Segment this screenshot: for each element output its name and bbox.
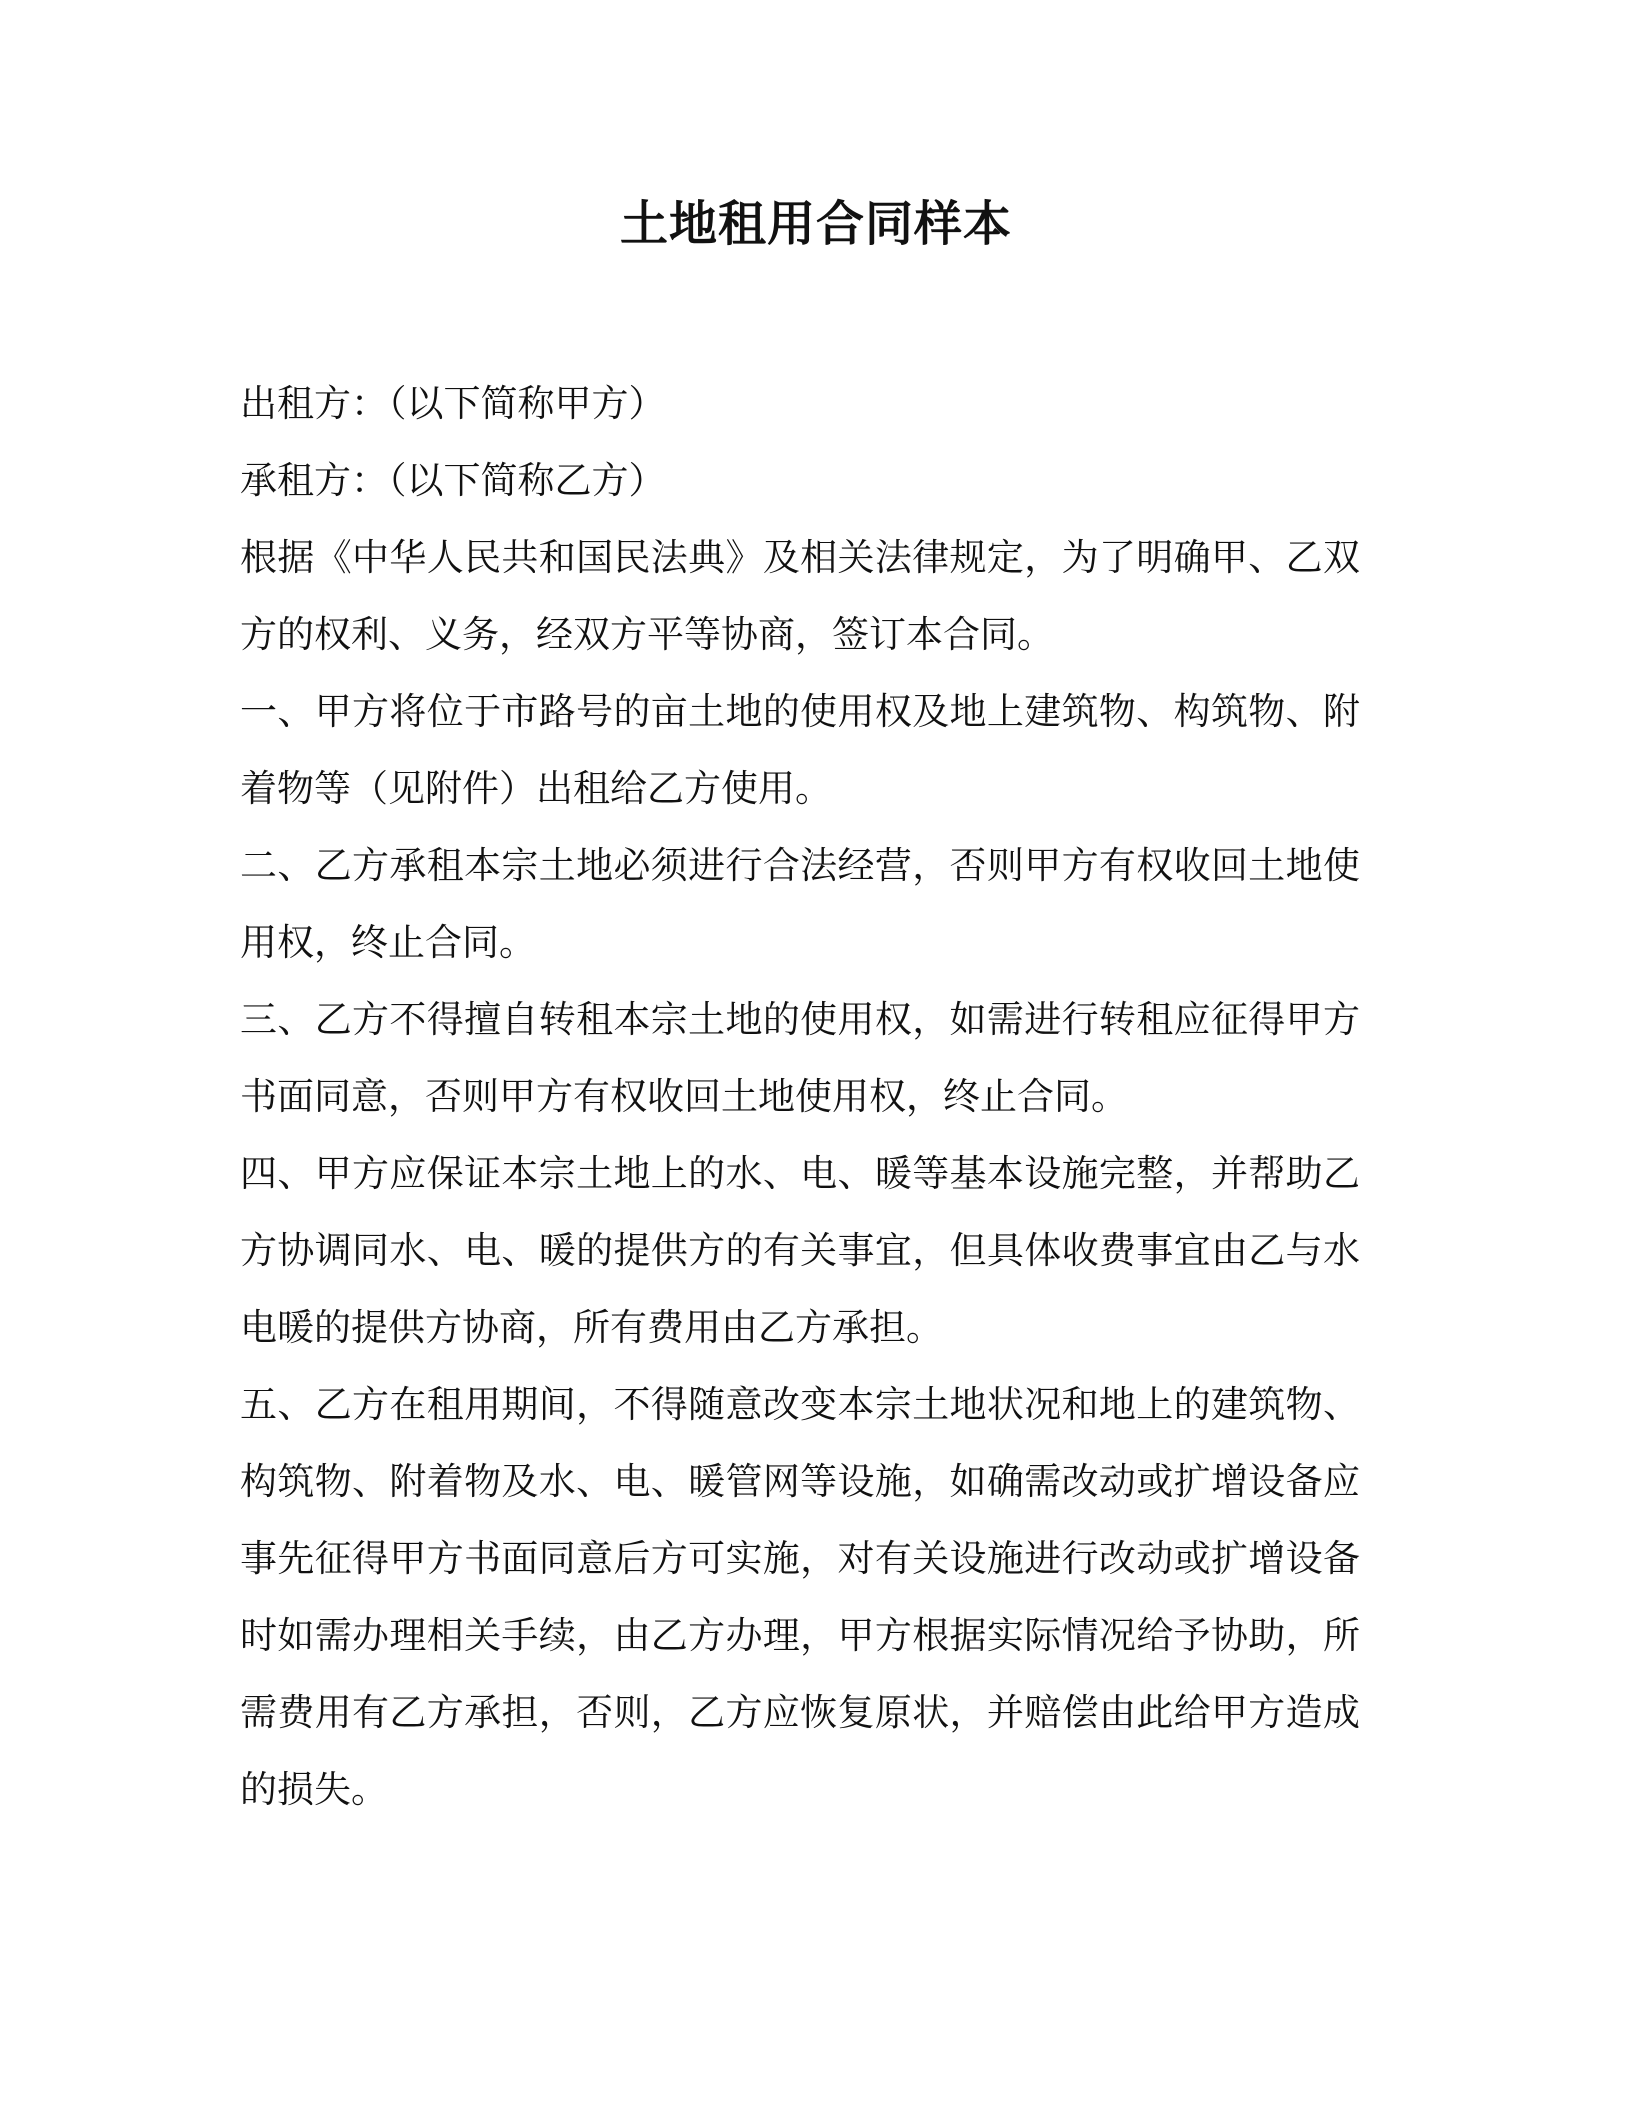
clause-2: 二、乙方承租本宗土地必须进行合法经营，否则甲方有权收回土地使用权，终止合同。 xyxy=(240,844,1360,964)
document-title: 土地租用合同样本 xyxy=(619,196,1012,252)
clause-5: 五、乙方在租用期间，不得随意改变本宗土地状况和地上的建筑物、构筑物、附着物及水、电、暖管网等设施，如确需改动或扩增设备应事先征得甲方书面同意后方可实施，对有关设施进行改动或扩增设备时如需办理相关手续，由乙方办理，甲方根据实际情况给予协助，所需费用有乙方承担，否则，乙方应恢复原状，并赔偿由此给甲方造成的损失。 xyxy=(240,1383,1360,1811)
clause-4: 四、甲方应保证本宗土地上的水、电、暖等基本设施完整，并帮助乙方协调同水、电、暖的提供方的有关事宜，但具体收费事宜由乙与水电暖的提供方协商，所有费用由乙方承担。 xyxy=(240,1152,1360,1349)
party-lessee-line: 承租方：（以下简称乙方） xyxy=(240,459,666,502)
document-body xyxy=(240,365,1360,1828)
clause-3: 三、乙方不得擅自转租本宗土地的使用权，如需进行转租应征得甲方书面同意，否则甲方有权收回土地使用权，终止合同。 xyxy=(240,998,1360,1118)
preamble-paragraph: 根据《中华人民共和国民法典》及相关法律规定，为了明确甲、乙双方的权利、义务，经双方平等协商，签订本合同。 xyxy=(240,536,1360,656)
party-lessor-line: 出租方：（以下简称甲方） xyxy=(240,382,666,425)
clause-1: 一、甲方将位于市路号的亩土地的使用权及地上建筑物、构筑物、附着物等（见附件）出租给乙方使用。 xyxy=(240,690,1360,810)
